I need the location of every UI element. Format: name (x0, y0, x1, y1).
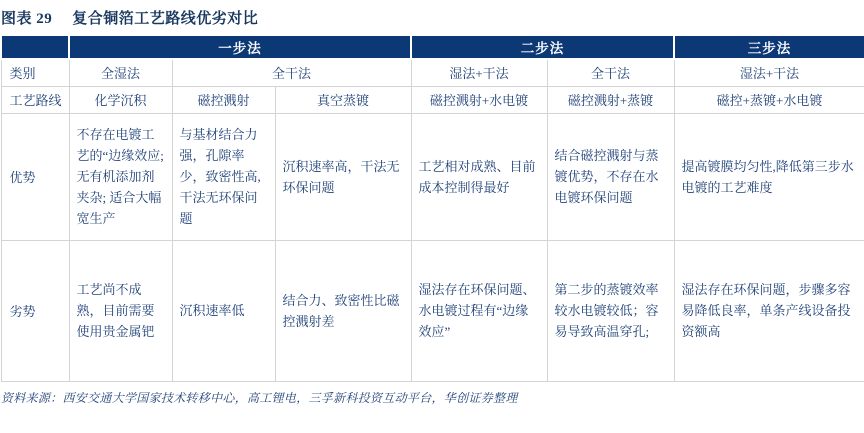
advantages-row (1, 113, 864, 240)
method-header-one-step: 一步法 (69, 35, 411, 59)
process-comparison-table (0, 34, 864, 382)
route-cell: 磁控溅射 (172, 86, 275, 113)
route-cell: 磁控溅射+水电镀 (411, 86, 547, 113)
figure-name: 复合铜箔工艺路线优劣对比 (72, 11, 259, 27)
route-cell: 磁控+蒸镀+水电镀 (674, 86, 864, 113)
disadvantage-cell: 结合力、致密性比磁控溅射差 (275, 240, 411, 381)
disadvantages-row (1, 240, 864, 381)
advantage-cell: 不存在电镀工艺的“边缘效应; 无有机添加剂夹杂; 适合大幅宽生产 (69, 113, 172, 240)
corner-cell (1, 35, 69, 59)
figure-title (0, 0, 864, 33)
category-cell: 全干法 (547, 59, 674, 86)
category-cell: 湿法+干法 (411, 59, 547, 86)
table-header-row (1, 35, 864, 59)
advantage-cell: 工艺相对成熟、目前成本控制得最好 (411, 113, 547, 240)
disadvantage-cell: 第二步的蒸镀效率较水电镀较低；容易导致高温穿孔; (547, 240, 674, 381)
route-row-label: 工艺路线 (1, 86, 69, 113)
source-note: 资料来源：西安交通大学国家技术转移中心，高工锂电，三孚新科投资互动平台，华创证券整理 (1, 390, 518, 405)
route-row (1, 86, 864, 113)
method-header-three-step: 三步法 (674, 35, 864, 59)
disadvantage-cell: 沉积速率低 (172, 240, 275, 381)
disadvantages-row-label: 劣势 (1, 240, 69, 381)
category-cell: 全干法 (172, 59, 411, 86)
route-cell: 磁控溅射+蒸镀 (547, 86, 674, 113)
disadvantage-cell: 湿法存在环保问题、水电镀过程有“边缘效应” (411, 240, 547, 381)
category-cell: 全湿法 (69, 59, 172, 86)
category-row (1, 59, 864, 86)
category-cell: 湿法+干法 (674, 59, 864, 86)
advantage-cell: 与基材结合力强，孔隙率少，致密性高,干法无环保问题 (172, 113, 275, 240)
advantage-cell: 提高镀膜均匀性,降低第三步水电镀的工艺难度 (674, 113, 864, 240)
disadvantage-cell: 湿法存在环保问题，步骤多容易降低良率，单条产线设备投资额高 (674, 240, 864, 381)
advantage-cell: 沉积速率高，干法无环保问题 (275, 113, 411, 240)
advantages-row-label: 优势 (1, 113, 69, 240)
disadvantage-cell: 工艺尚不成熟，目前需要使用贵金属钯 (69, 240, 172, 381)
figure-number-label: 图表 29 (1, 11, 53, 27)
category-row-label: 类别 (1, 59, 69, 86)
method-header-two-step: 二步法 (411, 35, 674, 59)
route-cell: 化学沉积 (69, 86, 172, 113)
route-cell: 真空蒸镀 (275, 86, 411, 113)
advantage-cell: 结合磁控溅射与蒸镀优势，不存在水电镀环保问题 (547, 113, 674, 240)
